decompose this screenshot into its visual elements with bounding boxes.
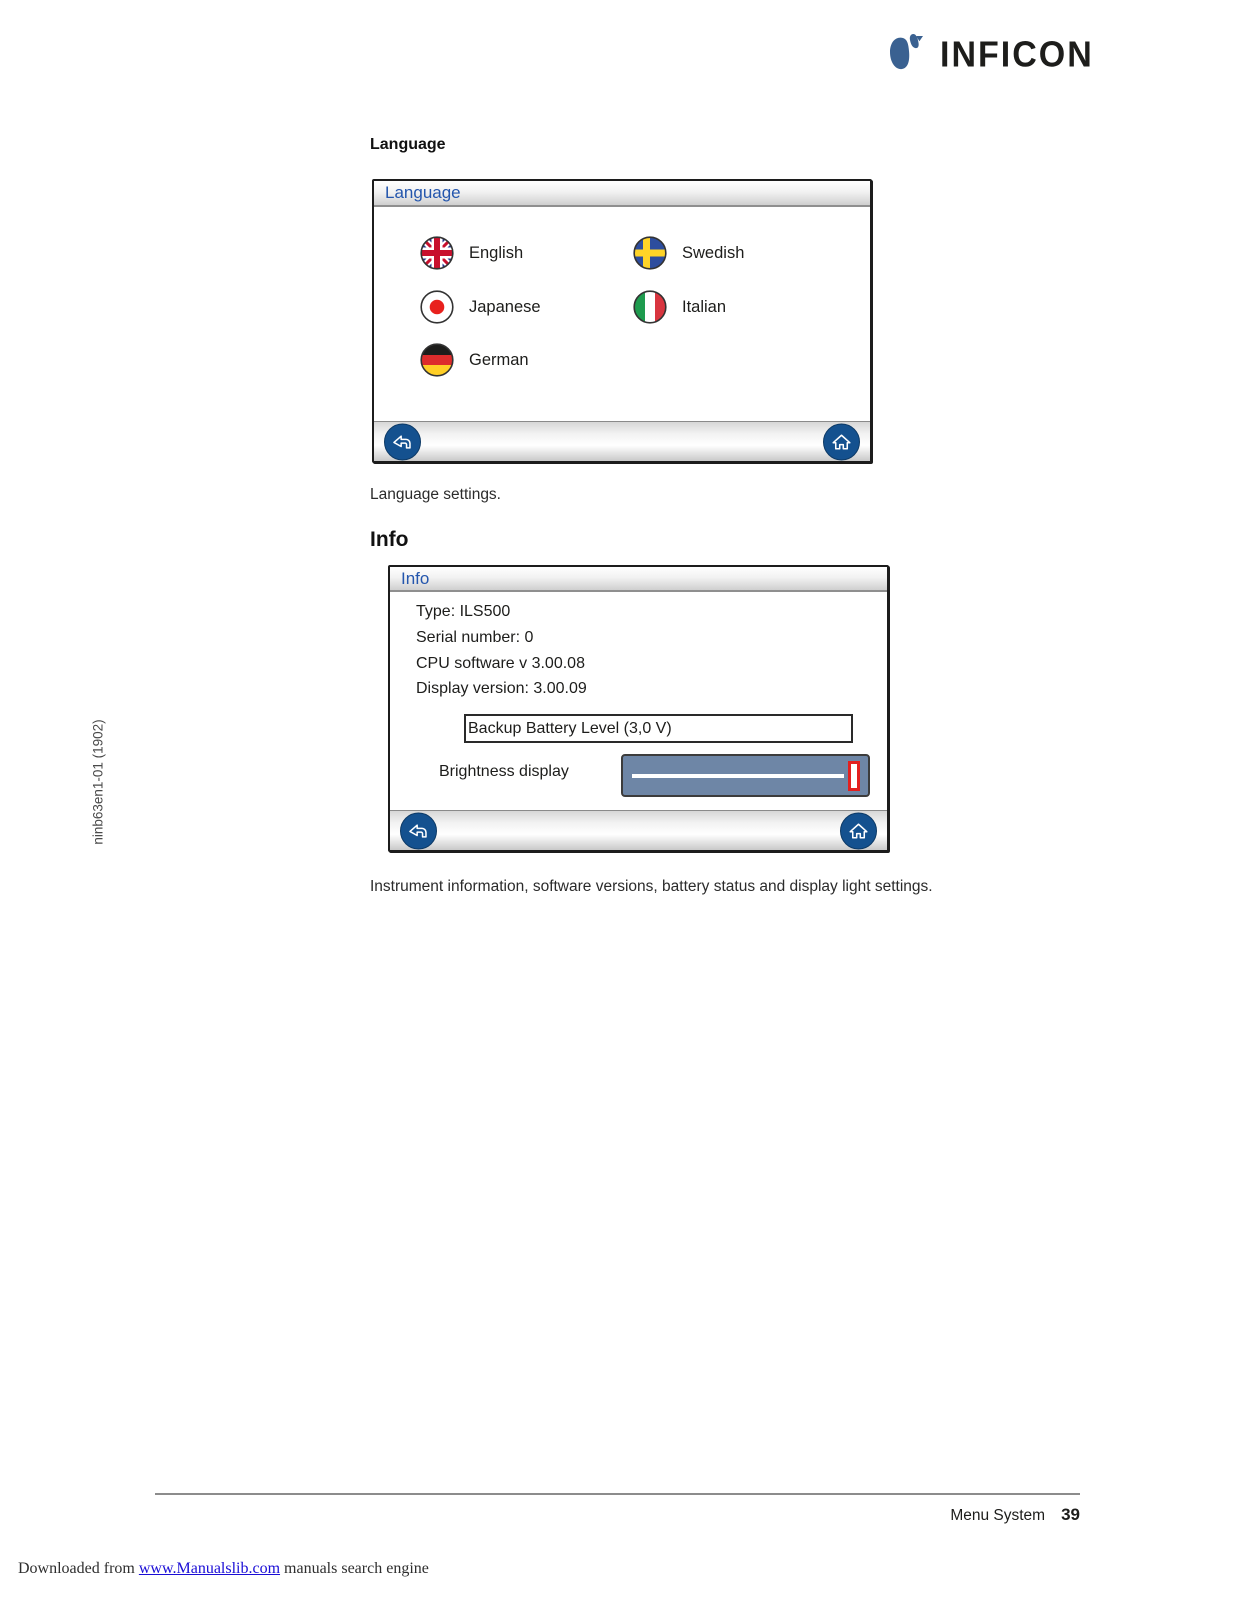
footer-divider [155, 1493, 1080, 1495]
manualslib-link[interactable]: www.Manualslib.com [138, 1560, 281, 1577]
inficon-logo-text: INFICON [940, 34, 1094, 75]
backup-battery-level-box [464, 714, 853, 743]
info-line-type: Type: ILS500 [416, 603, 511, 620]
download-prefix: Downloaded from [18, 1560, 139, 1577]
language-option-label: Swedish [682, 243, 745, 262]
info-dialog-titlebar [390, 567, 887, 592]
language-dialog [372, 179, 872, 463]
back-arrow-icon [405, 817, 432, 844]
flag-united-kingdom-icon [420, 236, 454, 270]
flag-sweden-icon [633, 236, 667, 270]
home-icon [845, 817, 872, 844]
language-option-english[interactable] [420, 236, 523, 270]
language-dialog-titlebar [374, 181, 870, 207]
back-arrow-icon [389, 428, 416, 455]
brightness-display-label: Brightness display [439, 763, 569, 780]
flag-italy-icon [633, 290, 667, 324]
language-dialog-bottombar [374, 421, 870, 461]
language-option-german[interactable] [420, 343, 529, 377]
brightness-slider-track [632, 774, 844, 778]
home-button[interactable] [823, 423, 860, 460]
flag-germany-icon [420, 343, 454, 377]
backup-battery-level-label: Backup Battery Level (3,0 V) [468, 719, 672, 737]
language-option-italian[interactable] [633, 290, 726, 324]
download-attribution [18, 1560, 429, 1578]
language-option-japanese[interactable] [420, 290, 541, 324]
info-dialog-bottombar [390, 810, 887, 850]
footer-page-number: 39 [1061, 1505, 1080, 1524]
home-icon [828, 428, 855, 455]
language-section-heading: Language [370, 136, 446, 153]
footer-section-title: Menu System [950, 1507, 1046, 1524]
brightness-slider-handle[interactable] [848, 761, 860, 791]
back-button[interactable] [400, 812, 437, 849]
info-line-serial: Serial number: 0 [416, 629, 534, 646]
inficon-logo-mark [886, 30, 938, 80]
language-option-label: Italian [682, 297, 727, 316]
info-dialog [388, 565, 889, 852]
inficon-logo [886, 30, 1094, 80]
download-suffix: manuals search engine [280, 1560, 429, 1577]
language-option-label: German [469, 350, 529, 369]
brightness-slider[interactable] [621, 754, 870, 797]
language-option-swedish[interactable] [633, 236, 744, 270]
info-caption: Instrument information, software versions, battery status and display light settings. [370, 878, 933, 895]
document-code: ninb63en1-01 (1902) [90, 719, 106, 845]
info-dialog-title: Info [401, 568, 430, 588]
footer-meta [155, 1505, 1080, 1525]
home-button[interactable] [840, 812, 877, 849]
info-line-display-version: Display version: 3.00.09 [416, 680, 587, 697]
language-dialog-title: Language [385, 183, 461, 202]
language-option-label: English [469, 243, 524, 262]
back-button[interactable] [384, 423, 421, 460]
language-caption: Language settings. [370, 486, 501, 503]
info-line-cpu-software: CPU software v 3.00.08 [416, 655, 585, 672]
info-section-heading: Info [370, 528, 409, 551]
flag-japan-icon [420, 290, 454, 324]
language-option-label: Japanese [469, 297, 541, 316]
